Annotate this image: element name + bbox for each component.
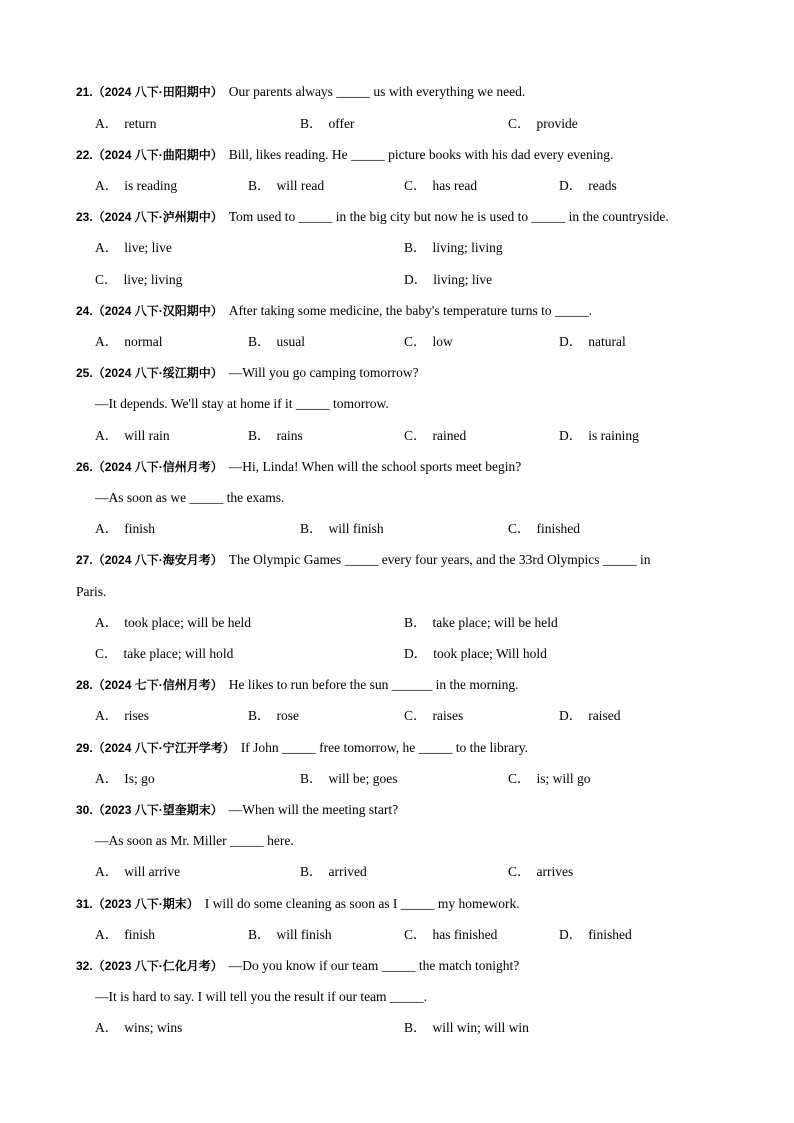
option-label: C． — [508, 521, 531, 536]
option-label: A． — [95, 428, 119, 443]
question-number: 28. — [76, 678, 93, 692]
question-number: 26. — [76, 460, 93, 474]
answer-option[interactable] — [95, 427, 170, 445]
answer-option[interactable] — [248, 926, 332, 944]
answer-option[interactable] — [95, 115, 156, 133]
option-text: take place; will hold — [123, 646, 234, 661]
question-stem: Tom used to _____ in the big city but now he is used to _____ in the countryside. — [228, 209, 669, 224]
option-text: finished — [588, 927, 632, 942]
question-stem-line — [76, 957, 754, 975]
option-label: B． — [300, 521, 323, 536]
option-label: B． — [300, 771, 323, 786]
question-source: （2024 八下·信州月考） — [92, 460, 223, 474]
answer-option[interactable] — [404, 1019, 529, 1037]
question-continuation: —It depends. We'll stay at home if it _____ tomorrow. — [95, 396, 389, 411]
question-source: （2023 八下·期末） — [92, 897, 199, 911]
option-text: normal — [124, 334, 163, 349]
answer-option[interactable] — [95, 271, 182, 289]
question-source: （2024 八下·泸州期中） — [92, 210, 223, 224]
option-text: raised — [588, 708, 621, 723]
option-text: will be; goes — [328, 771, 398, 786]
option-label: A． — [95, 240, 119, 255]
option-label: B． — [404, 615, 427, 630]
option-label: D． — [559, 428, 583, 443]
question-number: 24. — [76, 304, 93, 318]
option-label: D． — [559, 178, 583, 193]
question-stem-line — [76, 551, 754, 569]
question-continuation: Paris. — [76, 584, 107, 599]
option-text: Is; go — [124, 771, 155, 786]
question-source: （2024 八下·曲阳期中） — [92, 148, 223, 162]
question-stem: —Hi, Linda! When will the school sports meet begin? — [228, 459, 522, 474]
answer-option[interactable] — [508, 520, 580, 538]
option-label: B． — [248, 428, 271, 443]
answer-option[interactable] — [300, 520, 384, 538]
option-text: took place; Will hold — [433, 646, 547, 661]
answer-option[interactable] — [95, 770, 155, 788]
question-stem: If John _____ free tomorrow, he _____ to the library. — [240, 740, 529, 755]
option-text: take place; will be held — [432, 615, 558, 630]
option-text: reads — [588, 178, 617, 193]
option-label: A． — [95, 178, 119, 193]
option-text: living; live — [433, 272, 493, 287]
question-stem: —When will the meeting start? — [228, 802, 399, 817]
question-stem: Our parents always _____ us with everything we need. — [228, 84, 526, 99]
answer-option[interactable] — [95, 1019, 182, 1037]
option-label: C． — [95, 646, 118, 661]
answer-option[interactable] — [248, 333, 305, 351]
option-label: D． — [404, 646, 428, 661]
option-label: A． — [95, 771, 119, 786]
option-text: return — [124, 116, 157, 131]
question-stem-line — [76, 364, 754, 382]
option-text: has finished — [432, 927, 498, 942]
question-source: （2024 七下·信州月考） — [92, 678, 223, 692]
option-text: low — [432, 334, 453, 349]
option-text: rose — [276, 708, 300, 723]
option-text: will rain — [124, 428, 170, 443]
question-number: 22. — [76, 148, 93, 162]
option-label: C． — [404, 334, 427, 349]
option-text: usual — [276, 334, 306, 349]
question-number: 27. — [76, 553, 93, 567]
option-text: has read — [432, 178, 478, 193]
option-text: raises — [432, 708, 464, 723]
option-label: C． — [508, 116, 531, 131]
question-stem-line — [76, 208, 754, 226]
answer-option[interactable] — [300, 115, 355, 133]
question-number: 21. — [76, 85, 93, 99]
option-label: B． — [248, 927, 271, 942]
answer-option[interactable] — [95, 177, 177, 195]
answer-option[interactable] — [404, 333, 453, 351]
answer-option[interactable] — [95, 520, 155, 538]
answer-option[interactable] — [300, 770, 398, 788]
question-continuation: —As soon as Mr. Miller _____ here. — [95, 833, 294, 848]
question-source: （2024 八下·海安月考） — [92, 553, 223, 567]
option-label: D． — [404, 272, 428, 287]
option-label: B． — [404, 240, 427, 255]
question-source: （2024 八下·汉阳期中） — [92, 304, 223, 318]
question-stem: Bill, likes reading. He _____ picture books with his dad every evening. — [228, 147, 614, 162]
option-label: C． — [404, 428, 427, 443]
option-label: A． — [95, 521, 119, 536]
option-text: live; living — [123, 272, 183, 287]
answer-option[interactable] — [95, 645, 233, 663]
answer-option[interactable] — [95, 239, 172, 257]
question-source: （2024 八下·绥江期中） — [92, 366, 223, 380]
option-text: rained — [432, 428, 467, 443]
option-label: B． — [300, 864, 323, 879]
answer-option[interactable] — [404, 239, 503, 257]
option-text: will finish — [328, 521, 384, 536]
option-text: rains — [276, 428, 303, 443]
option-label: B． — [300, 116, 323, 131]
option-label: C． — [404, 708, 427, 723]
option-label: C． — [404, 927, 427, 942]
question-stem-line — [76, 146, 754, 164]
answer-option[interactable] — [404, 707, 463, 725]
option-text: will win; will win — [432, 1020, 529, 1035]
question-stem: I will do some cleaning as soon as I _____ my homework. — [204, 896, 520, 911]
option-label: C． — [508, 771, 531, 786]
answer-option[interactable] — [404, 271, 492, 289]
option-label: C． — [95, 272, 118, 287]
answer-option[interactable] — [559, 926, 632, 944]
question-number: 32. — [76, 959, 93, 973]
option-text: arrives — [536, 864, 574, 879]
answer-option[interactable] — [300, 863, 367, 881]
answer-option[interactable] — [508, 115, 578, 133]
question-source: （2023 八下·望奎期末） — [92, 803, 223, 817]
option-text: wins; wins — [124, 1020, 183, 1035]
answer-option[interactable] — [404, 614, 558, 632]
answer-option[interactable] — [404, 926, 497, 944]
question-source: （2024 八下·宁江开学考） — [92, 741, 235, 755]
answer-option[interactable] — [95, 333, 163, 351]
answer-option[interactable] — [508, 863, 573, 881]
question-stem-line — [76, 895, 754, 913]
option-text: live; live — [124, 240, 172, 255]
question-number: 25. — [76, 366, 93, 380]
option-label: B． — [248, 178, 271, 193]
option-text: finished — [536, 521, 581, 536]
option-label: A． — [95, 927, 119, 942]
option-text: is reading — [124, 178, 178, 193]
option-label: C． — [508, 864, 531, 879]
question-stem-line — [76, 801, 754, 819]
option-text: will arrive — [124, 864, 181, 879]
answer-option[interactable] — [95, 863, 180, 881]
answer-option[interactable] — [95, 926, 155, 944]
answer-option[interactable] — [559, 333, 626, 351]
question-stem: —Will you go camping tomorrow? — [228, 365, 419, 380]
answer-option[interactable] — [508, 770, 591, 788]
option-text: finish — [124, 521, 156, 536]
option-text: took place; will be held — [124, 615, 251, 630]
question-stem-line — [76, 739, 754, 757]
question-stem-line — [76, 83, 754, 101]
option-label: D． — [559, 708, 583, 723]
option-label: A． — [95, 864, 119, 879]
option-text: is raining — [588, 428, 639, 443]
question-number: 23. — [76, 210, 93, 224]
question-source: （2023 八下·仁化月考） — [92, 959, 223, 973]
answer-option[interactable] — [248, 427, 303, 445]
question-stem: He likes to run before the sun ______ in the morning. — [228, 677, 519, 692]
answer-option[interactable] — [559, 177, 617, 195]
option-label: C． — [404, 178, 427, 193]
option-label: D． — [559, 334, 583, 349]
question-number: 30. — [76, 803, 93, 817]
option-text: will read — [276, 178, 325, 193]
answer-option[interactable] — [95, 707, 149, 725]
question-number: 31. — [76, 897, 93, 911]
option-text: offer — [328, 116, 355, 131]
question-source: （2024 八下·田阳期中） — [92, 85, 223, 99]
question-stem-line — [76, 676, 754, 694]
question-stem: After taking some medicine, the baby's temperature turns to _____. — [228, 303, 593, 318]
question-continuation: —It is hard to say. I will tell you the result if our team _____. — [95, 989, 428, 1004]
question-stem-line — [76, 458, 754, 476]
answer-option[interactable] — [404, 645, 547, 663]
option-label: A． — [95, 708, 119, 723]
question-stem: The Olympic Games _____ every four years, and the 33rd Olympics _____ in — [228, 552, 651, 567]
option-text: will finish — [276, 927, 332, 942]
option-label: B． — [404, 1020, 427, 1035]
option-label: A． — [95, 1020, 119, 1035]
answer-option[interactable] — [559, 427, 639, 445]
question-stem-line — [76, 302, 754, 320]
option-text: finish — [124, 927, 156, 942]
option-label: B． — [248, 708, 271, 723]
question-continuation: —As soon as we _____ the exams. — [95, 490, 285, 505]
option-text: arrived — [328, 864, 367, 879]
answer-option[interactable] — [559, 707, 620, 725]
answer-option[interactable] — [248, 707, 299, 725]
option-label: D． — [559, 927, 583, 942]
option-text: is; will go — [536, 771, 591, 786]
option-text: rises — [124, 708, 149, 723]
option-label: A． — [95, 116, 119, 131]
question-number: 29. — [76, 741, 93, 755]
answer-option[interactable] — [248, 177, 324, 195]
option-label: A． — [95, 334, 119, 349]
option-label: A． — [95, 615, 119, 630]
option-label: B． — [248, 334, 271, 349]
option-text: provide — [536, 116, 578, 131]
answer-option[interactable] — [95, 614, 251, 632]
answer-option[interactable] — [404, 177, 477, 195]
answer-option[interactable] — [404, 427, 466, 445]
option-text: natural — [588, 334, 626, 349]
question-stem: —Do you know if our team _____ the match tonight? — [228, 958, 520, 973]
option-text: living; living — [432, 240, 503, 255]
